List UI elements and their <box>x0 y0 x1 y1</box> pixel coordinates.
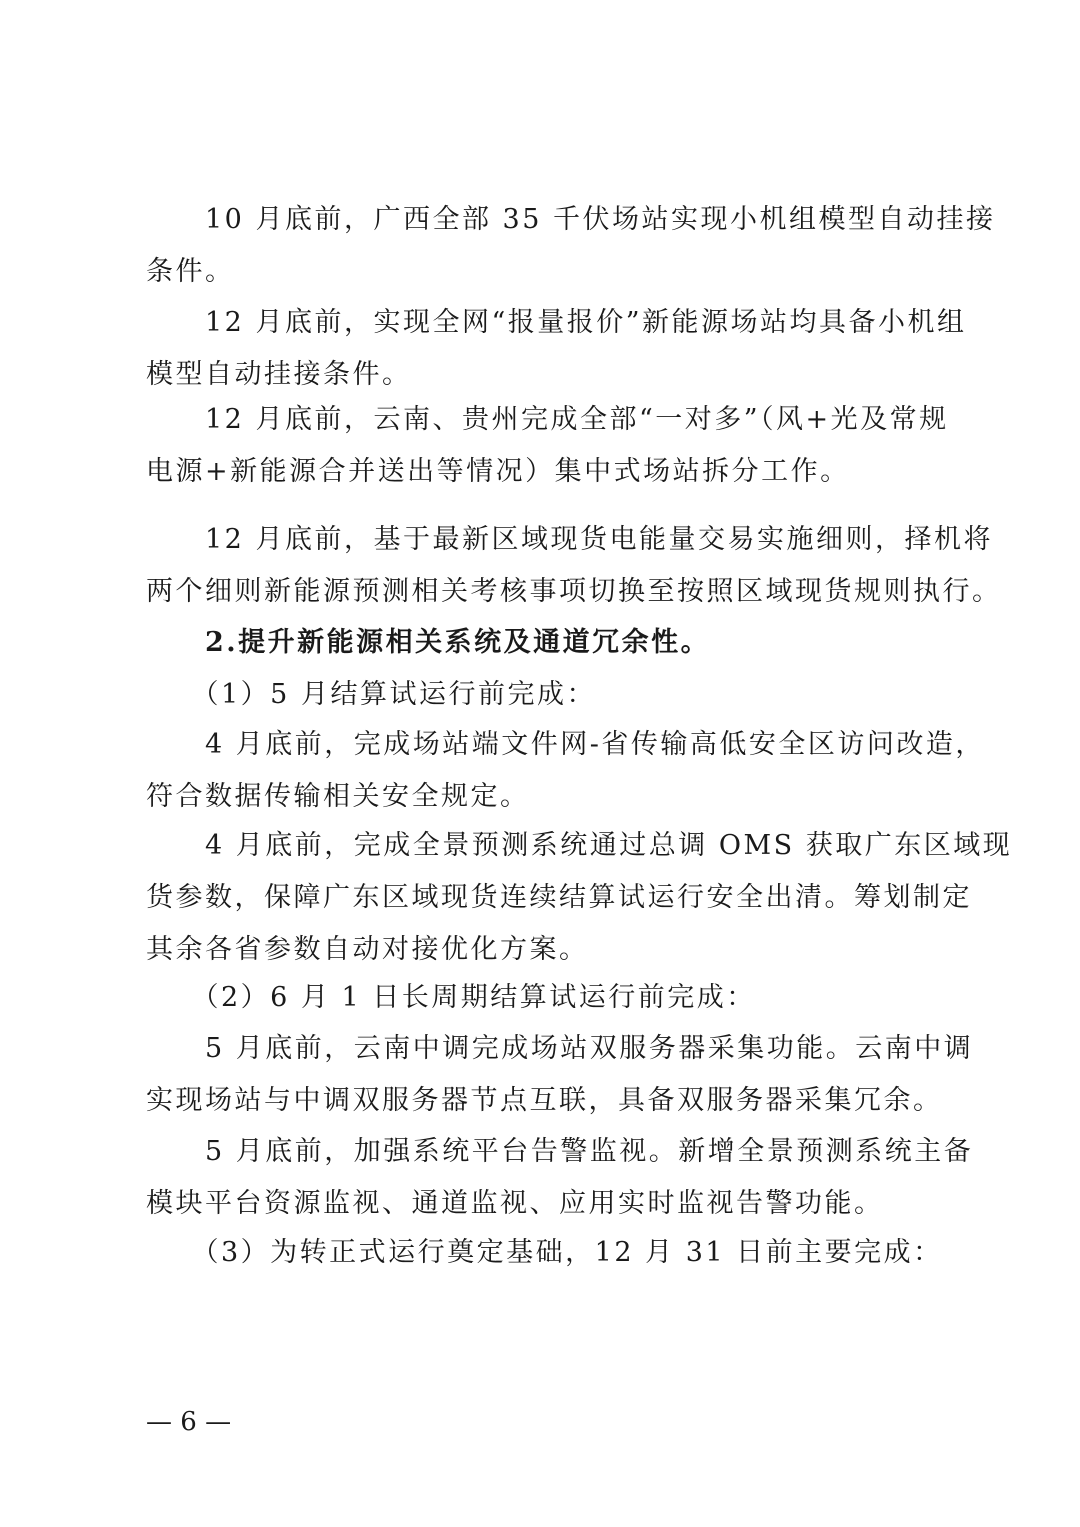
paragraph-april-oms <box>146 820 1013 976</box>
text-line: 12 月底前，实现全网“报量报价”新能源场站均具备小机组 <box>146 307 967 338</box>
paragraph-april-file-network <box>146 719 985 823</box>
subheading-may-trial <box>146 669 946 721</box>
text-line: 符合数据传输相关安全规定。 <box>146 781 530 812</box>
text-line: 其余各省参数自动对接优化方案。 <box>146 934 589 965</box>
paragraph-yunnan-guizhou-split <box>146 394 949 498</box>
paragraph-quote-price-stations <box>146 297 967 401</box>
section-heading-redundancy <box>146 617 946 669</box>
text-line: 5 月底前，云南中调完成场站双服务器采集功能。云南中调 <box>146 1033 974 1064</box>
text-line: 货参数，保障广东区域现货连续结算试运行安全出清。筹划制定 <box>146 882 972 913</box>
text-line: 4 月底前，完成全景预测系统通过总调 OMS 获取广东区域现 <box>146 830 1013 861</box>
text-line: （1）5 月结算试运行前完成： <box>146 679 596 710</box>
page-number: — 6 — <box>146 1407 232 1437</box>
text-line: 实现场站与中调双服务器节点互联，具备双服务器采集冗余。 <box>146 1085 943 1116</box>
text-line: 模块平台资源监视、通道监视、应用实时监视告警功能。 <box>146 1188 884 1219</box>
paragraph-guangxi-35kv <box>146 194 996 298</box>
text-line: （3）为转正式运行奠定基础，12 月 31 日前主要完成： <box>146 1237 943 1268</box>
text-line: 12 月底前，基于最新区域现货电能量交易实施细则，择机将 <box>146 524 993 555</box>
text-line: 4 月底前，完成场站端文件网-省传输高低安全区访问改造， <box>146 729 985 760</box>
paragraph-regional-spot-rules <box>146 514 1002 618</box>
text-line: 电源+新能源合并送出等情况）集中式场站拆分工作。 <box>146 456 850 487</box>
paragraph-may-dual-server <box>146 1023 974 1127</box>
text-line: 两个细则新能源预测相关考核事项切换至按照区域现货规则执行。 <box>146 576 1002 607</box>
text-line: 模型自动挂接条件。 <box>146 359 412 390</box>
text-line: 10 月底前，广西全部 35 千伏场站实现小机组模型自动挂接 <box>146 204 996 235</box>
subheading-june-trial <box>146 972 946 1024</box>
paragraph-may-alarm-monitoring <box>146 1126 974 1230</box>
subheading-december-formal <box>146 1227 946 1279</box>
text-line: 2.提升新能源相关系统及通道冗余性。 <box>146 627 711 658</box>
text-line: 条件。 <box>146 256 235 287</box>
text-line: （2）6 月 1 日长周期结算试运行前完成： <box>146 982 756 1013</box>
text-line: 5 月底前，加强系统平台告警监视。新增全景预测系统主备 <box>146 1136 974 1167</box>
text-line: 12 月底前，云南、贵州完成全部“一对多”（风+光及常规 <box>146 404 949 435</box>
